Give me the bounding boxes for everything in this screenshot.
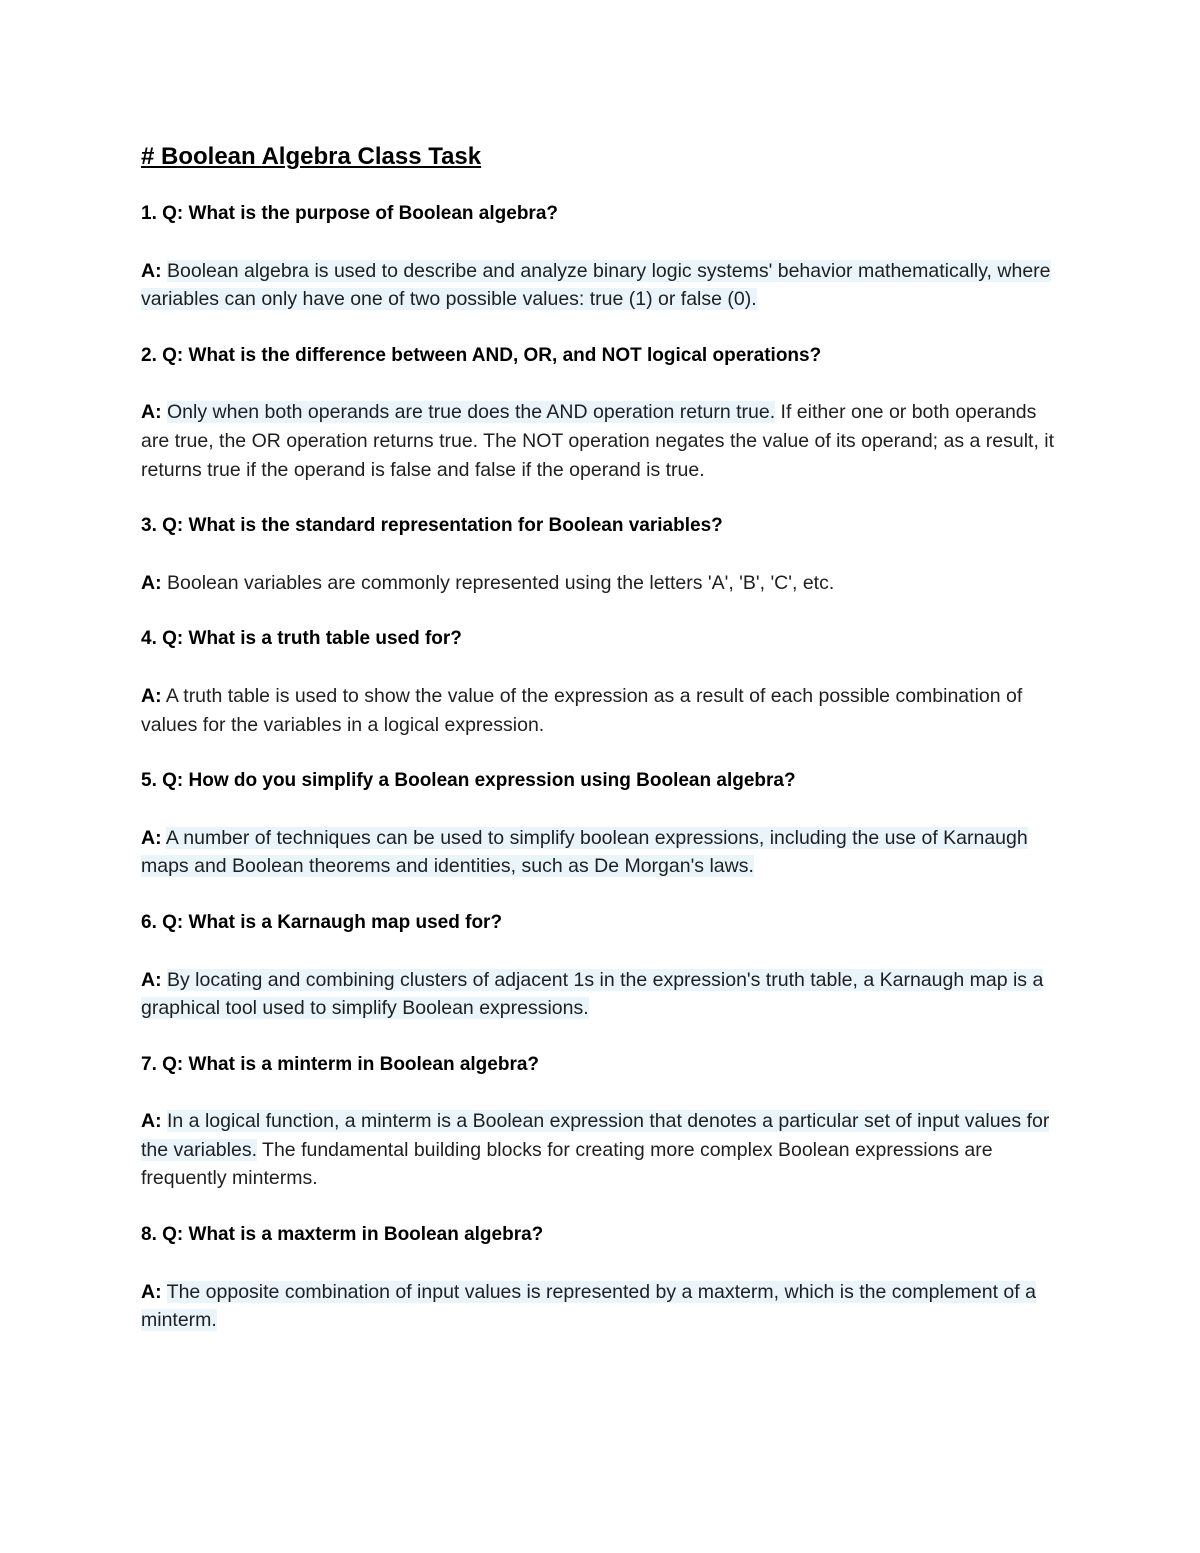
answer-4 (141, 682, 1056, 739)
answer-7 (141, 1107, 1056, 1193)
answer-7-rest: The fundamental building blocks for creating more complex Boolean expressions are frequently minterms. (141, 1138, 993, 1190)
answer-prefix: A: (141, 968, 162, 991)
answer-3 (141, 569, 1056, 598)
answer-1 (141, 257, 1056, 314)
question-1: 1. Q: What is the purpose of Boolean algebra? (141, 203, 558, 224)
qa-item-4 (141, 625, 1060, 739)
qa-item-5 (141, 767, 1060, 881)
qa-item-6 (141, 909, 1060, 1023)
qa-item-3 (141, 512, 1060, 597)
question-8: 8. Q: What is a maxterm in Boolean algebra? (141, 1224, 544, 1246)
qa-item-1 (141, 200, 1060, 314)
answer-prefix: A: (141, 1110, 162, 1133)
answer-prefix: A: (141, 571, 162, 594)
answer-4-rest: A truth table is used to show the value of the expression as a result of each possible combination of values for the variables in a logical expression. (141, 684, 1023, 736)
answer-6-highlight: By locating and combining clusters of adjacent 1s in the expression's truth table, a Karnaugh map is a graphical tool used to simplify Boolean expressions. (141, 968, 1044, 1020)
answer-3-rest: Boolean variables are commonly represented using the letters 'A', 'B', 'C', etc. (167, 571, 835, 594)
question-3: 3. Q: What is the standard representation for Boolean variables? (141, 515, 723, 537)
document-title: # Boolean Algebra Class Task (141, 143, 482, 170)
question-7: 7. Q: What is a minterm in Boolean algebra? (141, 1053, 540, 1075)
question-6: 6. Q: What is a Karnaugh map used for? (141, 911, 503, 933)
answer-prefix: A: (141, 826, 162, 849)
answer-1-highlight: Boolean algebra is used to describe and analyze binary logic systems' behavior mathematically, where variables can only have one of two possible values: true (1) or false (0). (141, 259, 1051, 311)
answer-8 (141, 1278, 1056, 1335)
question-2: 2. Q: What is the difference between AND, OR, and NOT logical operations? (141, 344, 822, 366)
answer-2-highlight: Only when both operands are true does the AND operation return true. (167, 401, 776, 424)
answer-prefix: A: (141, 1280, 162, 1303)
qa-list (141, 200, 1060, 1335)
answer-8-highlight: The opposite combination of input values is represented by a maxterm, which is the complement of a minterm. (141, 1280, 1036, 1332)
answer-prefix: A: (141, 684, 162, 707)
question-5: 5. Q: How do you simplify a Boolean expression using Boolean algebra? (141, 770, 796, 792)
qa-item-2 (141, 342, 1060, 484)
answer-6 (141, 966, 1056, 1023)
answer-2 (141, 398, 1056, 484)
answer-5-highlight: A number of techniques can be used to simplify boolean expressions, including the use of Karnaugh maps and Boolean theorems and identities, such as De Morgan's laws. (141, 826, 1028, 878)
qa-item-8 (141, 1221, 1060, 1335)
answer-5 (141, 824, 1056, 881)
answer-2-rest: If either one or both operands are true, the OR operation returns true. The NOT operation negates the value of its operand; as a result, it returns true if the operand is false and false if the operand is true. (141, 401, 1055, 481)
answer-7-highlight: In a logical function, a minterm is a Boolean expression that denotes a particular set of input values for the variables. (141, 1110, 1050, 1161)
qa-item-7 (141, 1051, 1060, 1193)
answer-prefix: A: (141, 401, 162, 424)
question-4: 4. Q: What is a truth table used for? (141, 628, 462, 650)
answer-prefix: A: (141, 259, 162, 282)
